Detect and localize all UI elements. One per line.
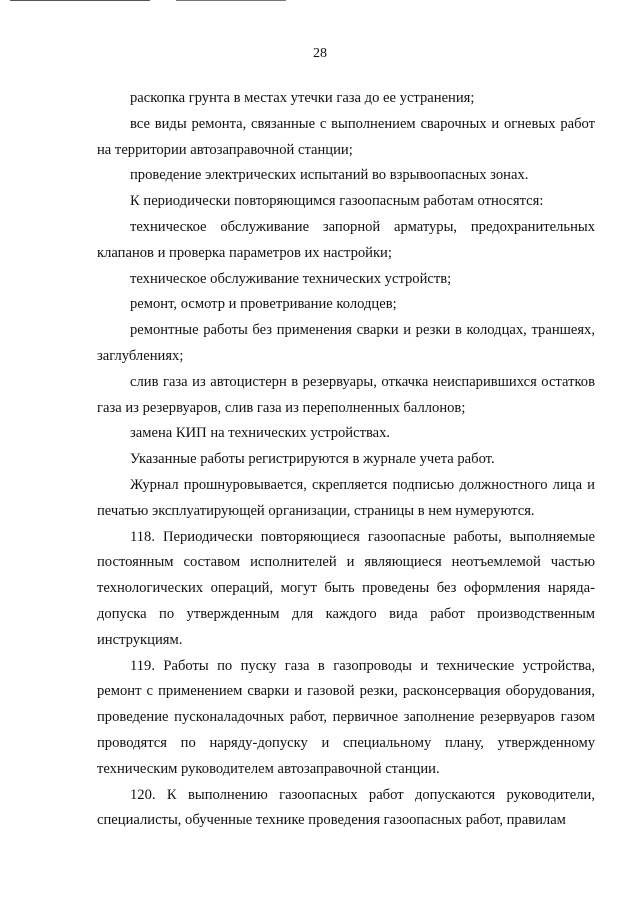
paragraph-welding-repairs: все виды ремонта, связанные с выполнением сварочных и огневых работ на территории автозаправочной станции; — [97, 115, 595, 158]
paragraph-instrument-replacement: замена КИП на технических устройствах. — [130, 425, 391, 442]
paragraph-119: 119. Работы по пуску газа в газопроводы и технические устройства, ремонт с применением сварки и газовой резки, расконсервация оборудования, проведение пусконаладочных работ, первичное заполнение резервуаров газом проводятся по наряду-допуску и специальному плану, утвержденному техническим руководителем автозаправочной станции. — [97, 657, 595, 777]
paragraph-118: 118. Периодически повторяющиеся газоопасные работы, выполняемые постоянным составом исполнителей и являющиеся неотъемлемой частью технологических операций, могут быть проведены без оформления наряда-допуска по утвержденным для каждого вида работ производственным инструкциям. — [97, 528, 595, 648]
document-body — [97, 86, 595, 834]
paragraph-electrical-tests: проведение электрических испытаний во взрывоопасных зонах. — [130, 167, 529, 184]
scan-top-edge-line — [10, 0, 150, 1]
paragraph-gas-draining: слив газа из автоцистерн в резервуары, откачка неиспарившихся остатков газа из резервуаров, слив газа из переполненных баллонов; — [97, 373, 595, 416]
paragraph-excavation: раскопка грунта в местах утечки газа до ее устранения; — [130, 90, 475, 106]
paragraph-valve-maintenance: техническое обслуживание запорной арматуры, предохранительных клапанов и проверка параметров их настройки; — [97, 218, 595, 261]
paragraph-periodic-works-intro: К периодически повторяющимся газоопасным работам относятся: — [130, 193, 544, 210]
paragraph-journal-binding: Журнал прошнуровывается, скрепляется подписью должностного лица и печатью эксплуатирующей организации, страницы в нем нумеруются. — [97, 476, 595, 519]
paragraph-wells: ремонт, осмотр и проветривание колодцев; — [130, 296, 397, 313]
page-number: 28 — [313, 46, 327, 61]
paragraph-120: 120. К выполнению газоопасных работ допускаются руководители, специалисты, обученные технике проведения газоопасных работ, правилам — [97, 786, 595, 829]
scan-top-edge-line — [176, 0, 286, 1]
paragraph-journal-registration: Указанные работы регистрируются в журнале учета работ. — [130, 451, 495, 468]
paragraph-repair-without-welding: ремонтные работы без применения сварки и резки в колодцах, траншеях, заглублениях; — [97, 322, 595, 364]
paragraph-device-maintenance: техническое обслуживание технических устройств; — [130, 270, 452, 287]
